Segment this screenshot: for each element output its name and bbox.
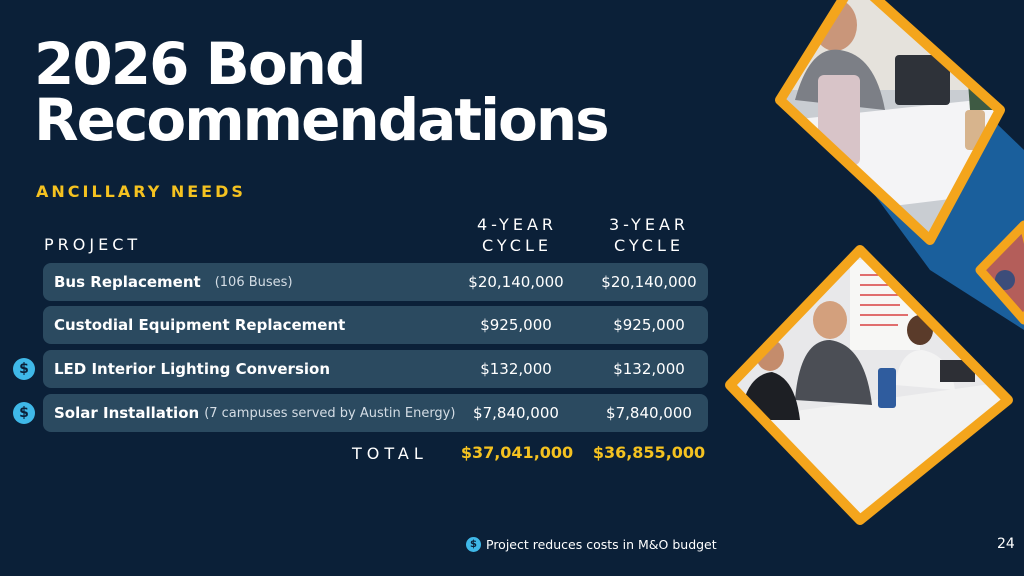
table-row-led-lighting <box>43 350 708 388</box>
footnote-text: Project reduces costs in M&O budget <box>486 537 717 552</box>
four-year-cost: $20,140,000 <box>468 273 564 291</box>
three-year-cost: $132,000 <box>613 360 685 378</box>
project-name: Bus Replacement <box>54 273 201 291</box>
project-name-cell <box>54 350 330 388</box>
photo-collage <box>700 0 1024 576</box>
project-name-cell <box>54 394 455 432</box>
column-header-three-year-line1: 3-YEAR <box>609 215 689 234</box>
dollar-circle-icon: $ <box>13 402 35 424</box>
four-year-cost: $132,000 <box>480 360 552 378</box>
three-year-cost: $925,000 <box>613 316 685 334</box>
project-note: (106 Buses) <box>214 274 293 290</box>
total-three-year: $36,855,000 <box>592 443 706 462</box>
four-year-cost: $7,840,000 <box>473 404 559 422</box>
total-four-year: $37,041,000 <box>460 443 574 462</box>
table-row-bus-replacement <box>43 263 708 301</box>
column-header-three-year-line2: CYCLE <box>614 236 684 255</box>
slide-title: 2026 Bond Recommendations <box>34 30 608 154</box>
page-number: 24 <box>997 536 1015 552</box>
project-name: Solar Installation <box>54 404 200 422</box>
footnote <box>466 537 717 552</box>
column-header-four-year-line1: 4-YEAR <box>477 215 557 234</box>
table-row-custodial-equipment <box>43 306 708 344</box>
three-year-cost: $20,140,000 <box>601 273 697 291</box>
four-year-cost: $925,000 <box>480 316 552 334</box>
section-subtitle: ANCILLARY NEEDS <box>36 182 246 201</box>
three-year-cost: $7,840,000 <box>606 404 692 422</box>
project-name-cell <box>54 306 345 344</box>
table-row-solar-installation <box>43 394 708 432</box>
dollar-circle-icon: $ <box>466 537 481 552</box>
dollar-circle-icon: $ <box>13 358 35 380</box>
project-name-cell <box>54 263 293 301</box>
total-label: TOTAL <box>352 444 428 463</box>
column-header-four-year-line2: CYCLE <box>482 236 552 255</box>
project-name: Custodial Equipment Replacement <box>54 316 346 334</box>
column-header-four-year <box>462 214 572 256</box>
column-header-three-year <box>594 214 704 256</box>
project-name: LED Interior Lighting Conversion <box>54 360 331 378</box>
column-header-project: PROJECT <box>44 235 142 254</box>
project-note: (7 campuses served by Austin Energy) <box>204 405 456 421</box>
